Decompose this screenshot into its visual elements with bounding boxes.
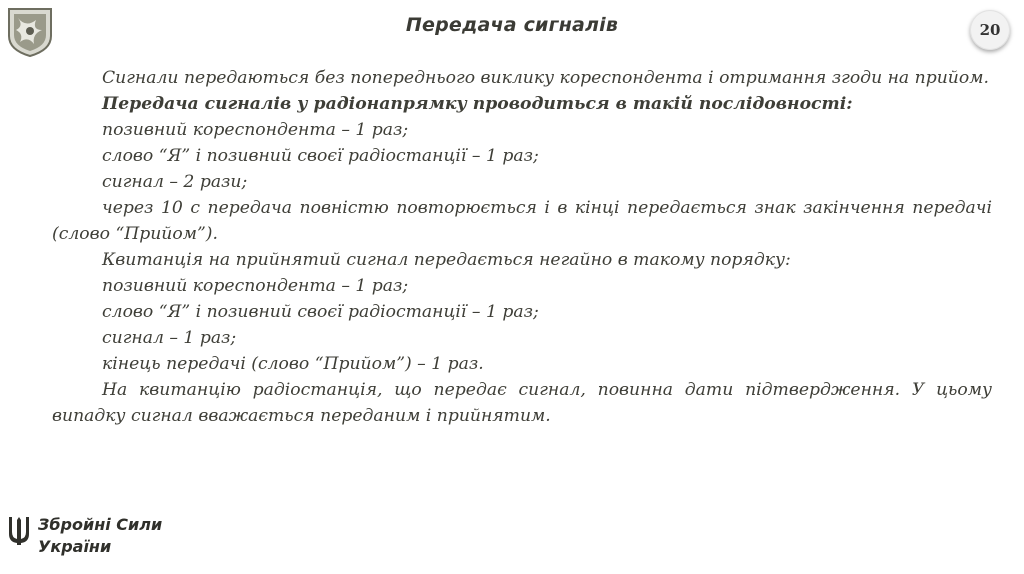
paragraph-intro: Сигнали передаються без попереднього виклику кореспондента і отримання згоди на прийом. <box>102 68 989 88</box>
list-item: через 10 с передача повністю повторюється і в кінці передається знак закінчення передачі (слово “Прийом”). <box>52 198 992 244</box>
paragraph-receipt-heading: Квитанція на прийнятий сигнал передається негайно в такому порядку: <box>102 250 791 270</box>
slide-body <box>52 65 992 429</box>
footer-logo <box>8 514 162 558</box>
list-item: кінець передачі (слово “Прийом”) – 1 раз. <box>102 354 484 374</box>
footer-line-1: Збройні Сили <box>38 515 163 534</box>
list-item: сигнал – 1 раз; <box>102 328 237 348</box>
page-number-badge: 20 <box>970 10 1010 50</box>
footer-line-2: України <box>38 537 112 556</box>
list-item: слово “Я” і позивний своєї радіостанції – 1 раз; <box>102 302 539 322</box>
footer-org-name <box>38 514 162 558</box>
page-title: Передача сигналів <box>405 14 619 36</box>
paragraph-sequence-heading: Передача сигналів у радіонапрямку проводиться в такій послідовності: <box>102 94 853 114</box>
list-item: слово “Я” і позивний своєї радіостанції – 1 раз; <box>102 146 539 166</box>
list-item: позивний кореспондента – 1 раз; <box>102 276 409 296</box>
list-item: позивний кореспондента – 1 раз; <box>102 120 409 140</box>
list-item: сигнал – 2 рази; <box>102 172 248 192</box>
trident-icon <box>8 516 30 546</box>
paragraph-confirmation: На квитанцію радіостанція, що передає сигнал, повинна дати підтвердження. У цьому випадку сигнал вважається переданим і прийнятим. <box>52 380 992 426</box>
